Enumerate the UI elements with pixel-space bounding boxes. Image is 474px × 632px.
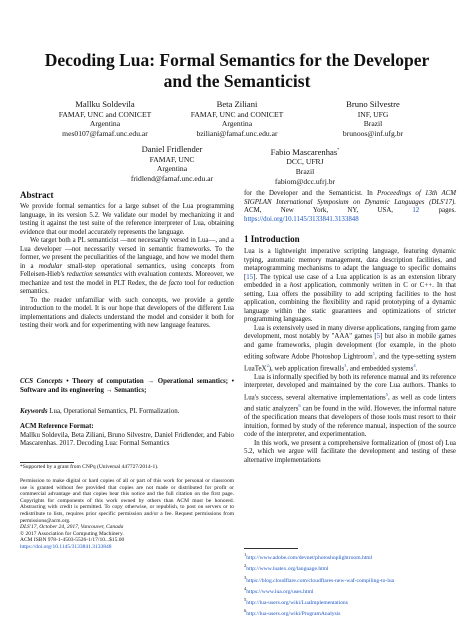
paper-title	[20, 50, 454, 92]
author-country: Argentina	[221, 119, 253, 129]
author-name: Bruno Silvestre	[346, 99, 400, 109]
abstract-paragraph: We target both a PL semanticist —not necessarily versed in Lua—, and a Lua developer —not necessarily versed in semantic frameworks. To the former, we present the peculiarities of the language, and how we model them in a modular small-step operational semantics, using concepts from Felleisen-Hieb's reduction semantics with evaluation contexts. Moreover, we mechanize and test the model in PLT Redex, the de facto tool for reduction semantics.	[20, 237, 234, 295]
author-name: Mallku Soldevila	[75, 99, 135, 109]
title-line-1: Decoding Lua: Formal Semantics for the Developer	[44, 50, 430, 70]
intro-paragraph: Lua is a lightweight imperative scripting language, featuring dynamic typing, automatic memory management, data description facilities, and metaprogramming mechanisms to adapt the language to specific domains [15]. The typical use case of a Lua application is as an extension library embedded in a host application, commonly written in C or C++. In that setting, Lua offers the possibility to add scripting facilities to the host application, combining the flexibility and rapid prototyping of a dynamic language within the static guarantees and optimizations of stricter programming languages.	[244, 248, 456, 323]
abstract-heading: Abstract	[20, 190, 54, 200]
doi-link[interactable]: https://doi.org/10.1145/3133841.3133848	[20, 543, 112, 550]
footnote-item: $^1$http://www.adobe.com/devnet/photoshoplightroom.html	[244, 552, 373, 561]
footnote-link[interactable]: https://www.lua.org/uses.html	[246, 588, 314, 595]
author-country: Brazil	[295, 167, 315, 177]
author-country: Argentina	[89, 119, 121, 129]
footnote-rule	[244, 548, 298, 549]
author-affiliation: INF, UFG	[357, 109, 389, 119]
author-block	[245, 145, 365, 186]
citation-link[interactable]: 15	[246, 273, 254, 281]
author-name: Fabio Mascarenhas*	[270, 146, 340, 157]
author-email: fabiom@dcc.ufrj.br	[274, 176, 336, 186]
footnote-link[interactable]: https://blog.cloudflare.com/cloudflares-new-waf-compiling-to-lua	[246, 577, 395, 584]
author-email: fridlend@famaf.unc.edu.ar	[130, 173, 214, 183]
isbn-line: ACM ISBN 978-1-4503-5526-1/17/10...$15.00	[20, 537, 125, 544]
abstract-paragraph: To the reader unfamiliar with such concepts, we provide a gentle introduction to the model. It is our hope that developers of the different Lua implementations and dialects understand the model and consider it both for testing their work and for experimenting with new language features.	[20, 296, 234, 329]
footnote-item: $^6$http://lua-users.org/wiki/ProgramAnalysis	[244, 608, 341, 618]
copyright-line: © 2017 Association for Computing Machinery.	[20, 530, 124, 537]
acm-reference-continued: for the Developer and the Semanticist. In Proceedings of 13th ACM SIGPLAN International Symposium on Dynamic Languages (DLS'17). ACM, New York, NY, USA, 12 pages. https://doi.org/10.1145/3133841.3133848	[244, 190, 456, 223]
abstract-paragraph: We provide formal semantics for a large subset of the Lua programming language, in its version 5.2. We validate our model by mechanizing it and testing it against the test suite of the reference interpreter of Lua, obtaining evidence that our model accurately represents the language.	[20, 203, 234, 236]
pages-link[interactable]: 12	[412, 207, 420, 214]
intro-paragraph: In this work, we present a comprehensive formalization of (most of) Lua 5.2, which we argue will facilitate the development and testing of these alternative implementations	[244, 439, 456, 464]
author-country: Brazil	[363, 119, 383, 129]
author-email: brunoos@inf.ufg.br	[342, 128, 404, 138]
acm-reference	[20, 423, 234, 449]
author-block	[112, 145, 232, 183]
footnote-rule	[20, 462, 74, 463]
footnote-link[interactable]: http://www.luatex.org/language.html	[246, 566, 329, 573]
ccs-concepts: CCS Concepts • Theory of computation → Operational semantics; • Software and its engineering → Semantics;	[20, 378, 234, 394]
author-name: Daniel Fridlender	[141, 144, 203, 154]
author-affiliation: FAMAF, UNC	[149, 154, 195, 164]
title-line-2: and the Semanticist	[163, 71, 311, 91]
footnote-link[interactable]: http://www.adobe.com/devnet/photoshoplightroom.html	[246, 554, 373, 561]
author-country: Argentina	[156, 164, 188, 174]
introduction-body	[244, 248, 456, 465]
author-block	[177, 100, 297, 138]
introduction-heading: 1 Introduction	[244, 234, 300, 244]
author-name: Beta Ziliani	[216, 99, 258, 109]
author-block	[318, 100, 428, 138]
acm-reference-heading: ACM Reference Format:	[20, 423, 94, 430]
reference-doi-link[interactable]: https://doi.org/10.1145/3133841.3133848	[244, 215, 359, 223]
conference-line: DLS'17, October 24, 2017, Vancouver, Canada	[20, 524, 124, 531]
footnotes	[244, 551, 456, 619]
keywords: Keywords Lua, Operational Semantics, PL Formalization.	[20, 408, 180, 415]
abstract-body	[20, 203, 234, 331]
author-affiliation: DCC, UFRJ	[286, 157, 324, 167]
permission-text: Permission to make digital or hard copies of all or part of this work for personal or classroom use is granted without fee provided that copies are not made or distributed for profit or commercial advantage and that copies bear this notice and the full citation on the first page. Copyrights for components of this work owned by others than ACM must be honored. Abstracting with credit is permitted. To copy otherwise, or republish, to post on servers or to redistribute to lists, requires prior specific permission and/or a fee. Request permissions from permissions@acm.org.	[20, 478, 234, 524]
footnote-item: $^3$https://blog.cloudflare.com/cloudflares-new-waf-compiling-to-lua	[244, 574, 395, 584]
footnote-item: $^5$http://lua-users.org/wiki/LuaImplementations	[244, 597, 348, 606]
author-email: mes0107@famaf.unc.edu.ar	[62, 128, 148, 138]
footnote-star: *Supported by a grant from CNPq (Universal 447727/2014-1).	[20, 464, 159, 470]
footnote-item: $^2$http://www.luatex.org/language.html	[244, 563, 329, 573]
footnote-link[interactable]: http://lua-users.org/wiki/LuaImplementations	[246, 599, 348, 606]
author-affiliation: FAMAF, UNC and CONICET	[190, 109, 284, 119]
citation-link[interactable]: 5	[376, 333, 381, 340]
intro-paragraph: Lua is extensively used in many diverse applications, ranging from game development, most notably by "AAA" games [5] but also in mobile games and game frameworks, plugin development (for example, in the photo editing software Adobe Photoshop Lightroom$^1$, and the type-setting system LuaTeX$^2$), web application firewalls$^3$, and embedded systems$^4$.	[244, 324, 457, 373]
footnote-link[interactable]: http://lua-users.org/wiki/ProgramAnalysis	[246, 611, 341, 618]
acm-reference-text: Mallku Soldevila, Beta Ziliani, Bruno Silvestre, Daniel Fridlender, and Fabio Mascarenhas. 2017. Decoding Lua: Formal Semantics	[20, 431, 234, 447]
author-affiliation: FAMAF, UNC and CONICET	[58, 109, 152, 119]
author-block	[45, 100, 165, 138]
intro-paragraph: Lua is informally specified by both its reference manual and its reference interpreter, developed and maintained by the core Lua authors. Thanks to Lua's success, several alternative implementations$^5$, as well as code linters and static analyzers$^6$ can be found in the wild. However, the informal nature of the specification means that developers of those tools must resort to their intuition, formed by study of the reference manual, inspection of the source code of the interpreter, and experimentation.	[244, 373, 456, 439]
author-email: bziliani@famaf.unc.edu.ar	[196, 128, 278, 138]
permission-block	[20, 478, 234, 551]
footnote-item: $^4$https://www.lua.org/uses.html	[244, 585, 314, 595]
